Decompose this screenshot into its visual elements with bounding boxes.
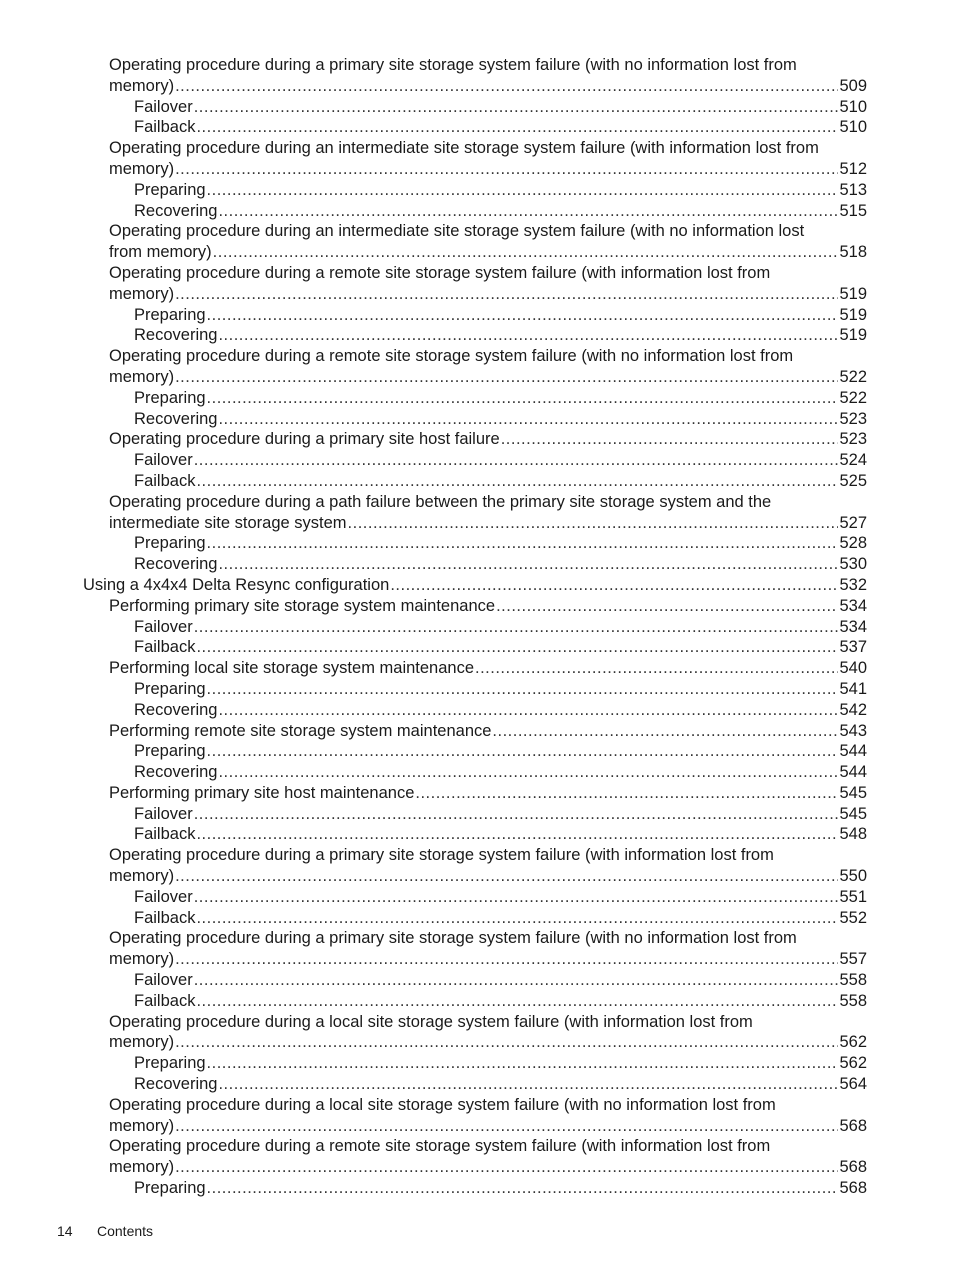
toc-entry[interactable] xyxy=(134,325,954,346)
toc-entry-title: from memory) xyxy=(109,243,212,262)
toc-entry-title-first-line: Operating procedure during a primary site storage system failure (with no information lost from xyxy=(109,56,797,74)
toc-entry[interactable] xyxy=(134,991,954,1012)
toc-page-number: 568 xyxy=(839,1179,867,1198)
toc-entry-title: Recovering xyxy=(134,1075,218,1094)
toc-entry-title: memory) xyxy=(109,950,175,969)
toc-entry-title-first-line: Operating procedure during a remote site storage system failure (with information lost from xyxy=(109,263,771,282)
toc-entry[interactable] xyxy=(134,700,954,721)
toc-page-number: 519 xyxy=(839,305,867,324)
toc-entry-title: memory) xyxy=(109,1033,175,1052)
toc-page-number: 568 xyxy=(839,1158,867,1177)
toc-entry-title: intermediate site storage system xyxy=(109,513,347,532)
toc-entry[interactable] xyxy=(134,970,954,991)
toc-entry-title: Recovering xyxy=(134,700,218,719)
toc-page-number: 510 xyxy=(839,118,867,137)
toc-page-number: 564 xyxy=(839,1075,867,1094)
toc-page-number: 562 xyxy=(839,1054,867,1073)
toc-entry[interactable] xyxy=(134,554,954,575)
toc-entry[interactable] xyxy=(134,908,954,929)
toc-page-number: 545 xyxy=(839,804,867,823)
toc-entry-title: memory) xyxy=(109,284,175,303)
dot-leader xyxy=(218,325,838,346)
toc-entry-title-first-line: Operating procedure during a local site storage system failure (with information lost from xyxy=(109,1012,753,1031)
toc-entry[interactable] xyxy=(134,97,954,118)
dot-leader xyxy=(196,117,838,138)
toc-entry-title-first-line: Operating procedure during a remote site storage system failure (with no information lost from xyxy=(109,347,794,366)
toc-entry[interactable] xyxy=(134,804,954,825)
toc-entry[interactable] xyxy=(109,596,954,617)
toc-page-number: 568 xyxy=(839,1116,867,1135)
toc-entry[interactable] xyxy=(134,305,954,326)
dot-leader xyxy=(175,1032,838,1053)
toc-entry-title: Performing remote site storage system maintenance xyxy=(109,721,492,740)
dot-leader xyxy=(207,1053,839,1074)
toc-entry-title-first-line: Operating procedure during a local site storage system failure (with no information lost from xyxy=(109,1095,776,1114)
toc-entry[interactable] xyxy=(109,1095,954,1137)
toc-page-number: 528 xyxy=(839,534,867,553)
toc-entry-title: memory) xyxy=(109,367,175,386)
dot-leader xyxy=(194,617,839,638)
toc-page-number: 515 xyxy=(839,201,867,220)
toc-entry-title-first-line: Operating procedure during a primary site storage system failure (with no information lost from xyxy=(109,929,797,948)
toc-page-number: 545 xyxy=(839,783,867,802)
dot-leader xyxy=(175,367,838,388)
toc-page-number: 540 xyxy=(839,659,867,678)
toc-entry-title: Preparing xyxy=(134,305,206,324)
toc-entry-title: Recovering xyxy=(134,326,218,345)
toc-entry-title: Preparing xyxy=(134,534,206,553)
toc-entry[interactable] xyxy=(134,180,954,201)
toc-entry[interactable] xyxy=(109,721,954,742)
toc-entry[interactable] xyxy=(109,492,954,534)
toc-entry-title: Failover xyxy=(134,617,193,636)
dot-leader xyxy=(496,596,838,617)
toc-entry[interactable] xyxy=(109,263,954,305)
toc-entry-title: Using a 4x4x4 Delta Resync configuration xyxy=(83,575,390,594)
toc-page-number: 557 xyxy=(839,950,867,969)
toc-entry-title: memory) xyxy=(109,1158,175,1177)
toc-page-number: 534 xyxy=(839,596,867,615)
toc-entry[interactable] xyxy=(134,409,954,430)
dot-leader xyxy=(501,429,839,450)
dot-leader xyxy=(175,159,838,180)
dot-leader xyxy=(218,762,838,783)
toc-entry[interactable] xyxy=(109,1136,954,1178)
toc-entry[interactable] xyxy=(134,533,954,554)
dot-leader xyxy=(196,908,838,929)
toc-page-number: 525 xyxy=(839,471,867,490)
toc-entry-title: Failover xyxy=(134,451,193,470)
dot-leader xyxy=(175,284,838,305)
toc-entry-title: Preparing xyxy=(134,742,206,761)
toc-entry-title: Performing primary site storage system maintenance xyxy=(109,596,496,615)
dot-leader xyxy=(207,305,839,326)
dot-leader xyxy=(194,450,839,471)
dot-leader xyxy=(175,1157,838,1178)
toc-entry-title-first-line: Operating procedure during an intermediate site storage system failure (with information lost from xyxy=(109,139,819,158)
toc-entry[interactable] xyxy=(134,471,954,492)
toc-entry[interactable] xyxy=(109,221,954,263)
toc-page-number: 510 xyxy=(839,97,867,116)
toc-page-number: 544 xyxy=(839,763,867,782)
dot-leader xyxy=(415,783,838,804)
toc-page-number: 532 xyxy=(839,575,867,594)
toc-entry-title: Failover xyxy=(134,97,193,116)
toc-page-number: 519 xyxy=(839,284,867,303)
toc-entry-title: Failover xyxy=(134,971,193,990)
toc-entry[interactable] xyxy=(109,783,954,804)
toc-entry-title: Performing primary site host maintenance xyxy=(109,783,415,802)
toc-entry-title-first-line: Operating procedure during a remote site storage system failure (with information lost from xyxy=(109,1137,771,1156)
toc-page-number: 550 xyxy=(839,867,867,886)
toc-entry[interactable] xyxy=(109,138,954,180)
toc-entry-title: memory) xyxy=(109,159,175,178)
toc-entry[interactable] xyxy=(134,741,954,762)
toc-entry-title: Preparing xyxy=(134,1054,206,1073)
dot-leader xyxy=(196,471,838,492)
toc-page-number: 558 xyxy=(839,971,867,990)
toc-entry-title: Preparing xyxy=(134,679,206,698)
dot-leader xyxy=(492,721,838,742)
dot-leader xyxy=(194,804,839,825)
toc-entry[interactable] xyxy=(134,679,954,700)
toc-entry-title: Recovering xyxy=(134,409,218,428)
dot-leader xyxy=(194,887,839,908)
toc-entry[interactable] xyxy=(134,1053,954,1074)
toc-page-number: 542 xyxy=(839,700,867,719)
dot-leader xyxy=(207,533,839,554)
toc-entry-title: Failback xyxy=(134,908,196,927)
dot-leader xyxy=(218,554,838,575)
dot-leader xyxy=(218,409,838,430)
toc-entry[interactable] xyxy=(83,575,954,596)
dot-leader xyxy=(218,1074,838,1095)
toc-page-number: 523 xyxy=(839,430,867,449)
toc-page-number: 543 xyxy=(839,721,867,740)
dot-leader xyxy=(475,658,838,679)
toc-entry-title: Performing local site storage system maintenance xyxy=(109,659,474,678)
dot-leader xyxy=(390,575,838,596)
toc-page-number: 562 xyxy=(839,1033,867,1052)
toc-entry-title: Failover xyxy=(134,887,193,906)
toc-page-number: 523 xyxy=(839,409,867,428)
toc-entry-title: memory) xyxy=(109,867,175,886)
toc-entry-title: Failback xyxy=(134,471,196,490)
toc-entry[interactable] xyxy=(134,1074,954,1095)
toc-entry[interactable] xyxy=(109,928,954,970)
toc-page-number: 512 xyxy=(839,159,867,178)
toc-entry[interactable] xyxy=(134,201,954,222)
toc-entry[interactable] xyxy=(134,762,954,783)
toc-page-number: 558 xyxy=(839,991,867,1010)
toc-entry-title: Preparing xyxy=(134,1179,206,1198)
toc-page-number: 522 xyxy=(839,388,867,407)
toc-entry[interactable] xyxy=(134,887,954,908)
dot-leader xyxy=(218,201,838,222)
dot-leader xyxy=(175,76,838,97)
toc-entry[interactable] xyxy=(109,658,954,679)
toc-page-number: 552 xyxy=(839,908,867,927)
toc-entry[interactable] xyxy=(134,617,954,638)
toc-entry-title: Failback xyxy=(134,118,196,137)
footer-page-number: 14 xyxy=(57,1223,73,1239)
dot-leader xyxy=(194,97,839,118)
toc-entry[interactable] xyxy=(109,1012,954,1054)
toc-entry[interactable] xyxy=(134,824,954,845)
dot-leader xyxy=(207,679,839,700)
toc-entry[interactable] xyxy=(134,388,954,409)
toc-page-number: 513 xyxy=(839,180,867,199)
toc-entry-title: Recovering xyxy=(134,201,218,220)
toc-entry-title: memory) xyxy=(109,1116,175,1135)
footer-section-label: Contents xyxy=(97,1223,154,1239)
toc-entry-title: Failover xyxy=(134,804,193,823)
toc-page-number: 509 xyxy=(839,76,867,95)
toc-entry[interactable] xyxy=(109,845,954,887)
toc-entry-title-first-line: Operating procedure during a path failure between the primary site storage system and the xyxy=(109,492,772,511)
toc-entry-title: Preparing xyxy=(134,388,206,407)
toc-page-number: 541 xyxy=(839,679,867,698)
toc-page-number: 530 xyxy=(839,555,867,574)
toc-page-number: 522 xyxy=(839,367,867,386)
toc-entry-title: Failback xyxy=(134,991,196,1010)
toc-entry[interactable] xyxy=(134,117,954,138)
toc-entry[interactable] xyxy=(109,55,954,97)
toc-page-number: 548 xyxy=(839,825,867,844)
page-footer xyxy=(57,1223,153,1239)
toc-entry-title: Recovering xyxy=(134,555,218,574)
toc-entry-title: Failback xyxy=(134,825,196,844)
toc-entry[interactable] xyxy=(134,450,954,471)
dot-leader xyxy=(207,741,839,762)
toc-entry[interactable] xyxy=(134,1178,954,1199)
dot-leader xyxy=(348,513,839,534)
toc-entry[interactable] xyxy=(109,429,954,450)
dot-leader xyxy=(175,1116,838,1137)
dot-leader xyxy=(196,637,838,658)
toc-page-number: 524 xyxy=(839,451,867,470)
toc-entry-title: memory) xyxy=(109,76,175,95)
toc-entry[interactable] xyxy=(134,637,954,658)
toc-entry-title-first-line: Operating procedure during an intermediate site storage system failure (with no information lost xyxy=(109,222,805,241)
toc-entry-title: Failback xyxy=(134,638,196,657)
dot-leader xyxy=(207,388,839,409)
toc-page-number: 551 xyxy=(839,887,867,906)
dot-leader xyxy=(175,949,838,970)
toc-entry-title-first-line: Operating procedure during a primary site storage system failure (with information lost from xyxy=(109,846,774,865)
toc-page-number: 544 xyxy=(839,742,867,761)
toc-entry-title: Recovering xyxy=(134,763,218,782)
toc-page-number: 518 xyxy=(839,243,867,262)
toc-page-number: 519 xyxy=(839,326,867,345)
dot-leader xyxy=(194,970,839,991)
dot-leader xyxy=(196,824,838,845)
dot-leader xyxy=(207,180,839,201)
toc-entry-title: Preparing xyxy=(134,180,206,199)
toc-entry[interactable] xyxy=(109,346,954,388)
dot-leader xyxy=(207,1178,839,1199)
dot-leader xyxy=(213,242,839,263)
dot-leader xyxy=(218,700,838,721)
table-of-contents xyxy=(0,55,954,1199)
toc-page-number: 527 xyxy=(839,513,867,532)
toc-page-number: 537 xyxy=(839,638,867,657)
dot-leader xyxy=(175,866,838,887)
toc-entry-title: Operating procedure during a primary site host failure xyxy=(109,430,500,449)
toc-page-number: 534 xyxy=(839,617,867,636)
dot-leader xyxy=(196,991,838,1012)
